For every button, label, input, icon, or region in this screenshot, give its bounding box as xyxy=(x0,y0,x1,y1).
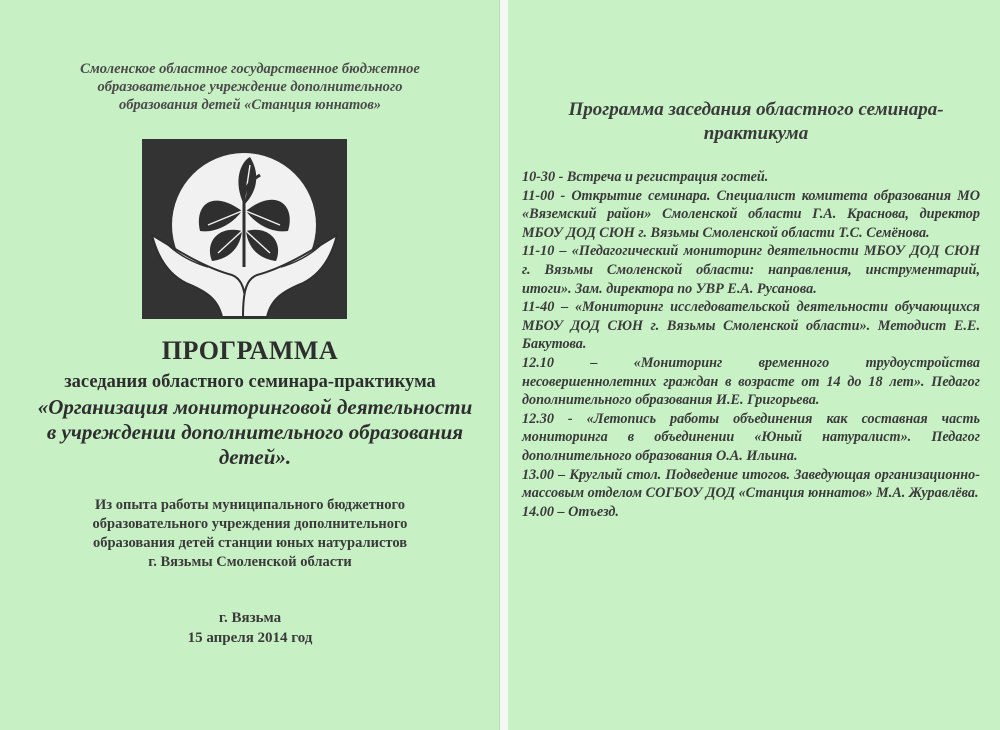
schedule-item: 14.00 – Отъезд. xyxy=(522,503,619,520)
experience-line: г. Вязьмы Смоленской области xyxy=(148,554,352,570)
theme-line: детей». xyxy=(218,445,292,469)
theme-line: «Организация мониторинговой деятельности xyxy=(37,395,473,419)
schedule-title-line: Программа заседания областного семинара- xyxy=(568,99,944,120)
hands-holding-leaves-icon xyxy=(142,139,347,319)
schedule-item: 11-10 – «Педагогический мониторинг деятельности МБОУ ДОД СЮН г. Вязьмы Смоленской области: направления, инструментарий, итоги». Зам. директора по УВР Е.А. Русанова. xyxy=(522,243,980,297)
experience-line: Из опыта работы муниципального бюджетного xyxy=(95,497,405,513)
schedule-item: 11-40 – «Мониторинг исследовательской деятельности обучающихся МБОУ ДОД СЮН г. Вязьмы Смоленской области». Методист Е.Е. Бакутова. xyxy=(522,299,980,353)
program-subtitle: заседания областного семинара-практикума xyxy=(64,372,436,392)
experience-line: образовательного учреждения дополнительного xyxy=(92,516,408,532)
program-title: ПРОГРАММА xyxy=(161,336,339,365)
schedule-item: 12.30 - «Летопись работы объединения как составная часть мониторинга в объединении «Юный натуралист». Педагог дополнительного образования О.А. Ильина. xyxy=(522,410,980,464)
schedule-item: 10-30 - Встреча и регистрация гостей. xyxy=(522,169,769,185)
schedule-item: 12.10 – «Мониторинг временного трудоустройства несовершеннолетних граждан в возрасте от 14 до 18 лет». Педагог дополнительного образования И.Е. Григорьева. xyxy=(522,354,980,409)
seminar-theme xyxy=(20,395,490,470)
schedule-list xyxy=(522,168,980,521)
header-line: образовательное учреждение дополнительного xyxy=(97,79,403,95)
header-line: Смоленское областное государственное бюджетное xyxy=(80,61,420,77)
right-page xyxy=(508,0,1000,730)
schedule-title xyxy=(526,98,986,146)
schedule-title-line: практикума xyxy=(703,123,809,144)
schedule-item: 11-00 - Открытие семинара. Специалист комитета образования МО «Вяземский район» Смоленской области Г.А. Краснова, директор МБОУ ДОД СЮН г. Вязьмы Смоленской области Т.С. Семёнова. xyxy=(522,187,980,241)
schedule-item: 13.00 – Круглый стол. Подведение итогов. Заведующая организационно-массовым отделом СОГБОУ ДОД «Станция юннатов» М.А. Журавлёва. xyxy=(522,466,980,502)
city-name: г. Вязьма xyxy=(218,610,282,626)
organization-header xyxy=(30,60,470,114)
theme-line: в учреждении дополнительного образования xyxy=(46,420,464,444)
experience-line: образования детей станции юных натуралистов xyxy=(92,535,408,551)
header-line: образования детей «Станция юннатов» xyxy=(118,97,382,113)
experience-statement xyxy=(40,496,460,572)
event-date: 15 апреля 2014 год xyxy=(187,630,313,646)
